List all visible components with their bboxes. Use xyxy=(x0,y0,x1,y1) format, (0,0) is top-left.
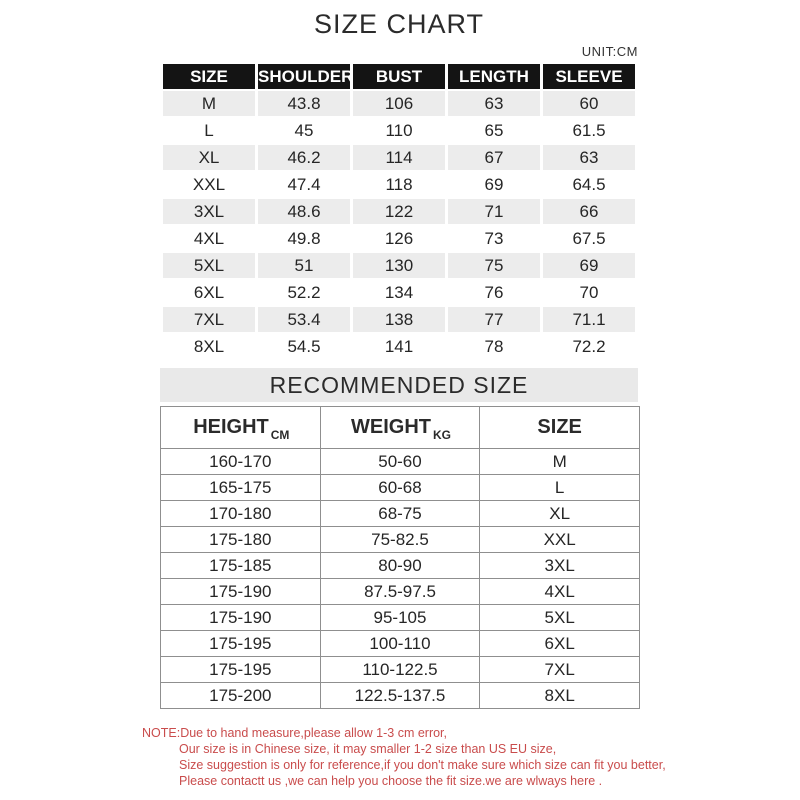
shoulder-cell: 47.4 xyxy=(258,172,350,197)
height-cell: 165-175 xyxy=(161,475,321,501)
table-row xyxy=(161,501,640,527)
table-row xyxy=(161,605,640,631)
bust-cell: 138 xyxy=(353,307,445,332)
height-cell: 175-200 xyxy=(161,683,321,709)
sleeve-cell: 60 xyxy=(543,91,635,116)
recommended-size-heading: RECOMMENDED SIZE xyxy=(160,368,638,402)
size-cell: L xyxy=(163,118,255,143)
size-cell: 5XL xyxy=(163,253,255,278)
shoulder-cell: 52.2 xyxy=(258,280,350,305)
sleeve-cell: 66 xyxy=(543,199,635,224)
length-cell: 63 xyxy=(448,91,540,116)
height-cell: 175-185 xyxy=(161,553,321,579)
size-table xyxy=(160,62,638,361)
length-cell: 65 xyxy=(448,118,540,143)
page-title: SIZE CHART xyxy=(313,9,485,39)
table-row xyxy=(161,657,640,683)
size-cell: M xyxy=(163,91,255,116)
table-row xyxy=(163,334,635,359)
col-header-sleeve: SLEEVE xyxy=(543,64,635,89)
height-cell: 175-190 xyxy=(161,579,321,605)
weight-cell: 110-122.5 xyxy=(320,657,480,683)
table-row xyxy=(163,145,635,170)
size-cell: 4XL xyxy=(163,226,255,251)
note-line: Please contactt us ,we can help you choose the fit size.we are wlways here . xyxy=(179,774,603,788)
length-cell: 78 xyxy=(448,334,540,359)
table-row xyxy=(161,475,640,501)
note-block xyxy=(142,725,800,789)
table-row xyxy=(163,253,635,278)
height-unit-label: CM xyxy=(270,428,290,442)
sleeve-cell: 71.1 xyxy=(543,307,635,332)
length-cell: 73 xyxy=(448,226,540,251)
size-cell: XXL xyxy=(163,172,255,197)
length-cell: 67 xyxy=(448,145,540,170)
length-cell: 69 xyxy=(448,172,540,197)
sleeve-cell: 64.5 xyxy=(543,172,635,197)
sleeve-cell: 67.5 xyxy=(543,226,635,251)
shoulder-cell: 43.8 xyxy=(258,91,350,116)
table-row xyxy=(163,118,635,143)
size-cell: 5XL xyxy=(480,605,640,631)
sleeve-cell: 70 xyxy=(543,280,635,305)
size-cell: L xyxy=(480,475,640,501)
weight-cell: 60-68 xyxy=(320,475,480,501)
table-row xyxy=(161,631,640,657)
size-cell: XL xyxy=(163,145,255,170)
table-row xyxy=(161,579,640,605)
note-line: Size suggestion is only for reference,if you don't make sure which size can fit you better, xyxy=(179,758,666,772)
sleeve-cell: 61.5 xyxy=(543,118,635,143)
height-cell: 175-180 xyxy=(161,527,321,553)
table-row xyxy=(161,449,640,475)
shoulder-cell: 46.2 xyxy=(258,145,350,170)
height-cell: 175-195 xyxy=(161,657,321,683)
size-cell: XXL xyxy=(480,527,640,553)
col-header-weight xyxy=(320,407,480,449)
col-header-size-label: SIZE xyxy=(537,416,582,438)
col-header-shoulder: SHOULDER xyxy=(258,64,350,89)
bust-cell: 110 xyxy=(353,118,445,143)
height-cell: 175-195 xyxy=(161,631,321,657)
weight-cell: 75-82.5 xyxy=(320,527,480,553)
bust-cell: 106 xyxy=(353,91,445,116)
bust-cell: 141 xyxy=(353,334,445,359)
recommended-size-table xyxy=(160,406,640,709)
sleeve-cell: 63 xyxy=(543,145,635,170)
bust-cell: 134 xyxy=(353,280,445,305)
table-row xyxy=(161,527,640,553)
col-header-height xyxy=(161,407,321,449)
recommended-table-body xyxy=(161,449,640,709)
size-cell: 7XL xyxy=(163,307,255,332)
height-cell: 170-180 xyxy=(161,501,321,527)
size-cell: 3XL xyxy=(163,199,255,224)
weight-cell: 80-90 xyxy=(320,553,480,579)
weight-unit-label: KG xyxy=(432,428,451,442)
table-row xyxy=(163,307,635,332)
shoulder-cell: 53.4 xyxy=(258,307,350,332)
col-header-height-label: HEIGHT xyxy=(193,416,269,438)
sleeve-cell: 69 xyxy=(543,253,635,278)
length-cell: 71 xyxy=(448,199,540,224)
size-cell: M xyxy=(480,449,640,475)
weight-cell: 50-60 xyxy=(320,449,480,475)
table-row xyxy=(163,280,635,305)
size-cell: 4XL xyxy=(480,579,640,605)
shoulder-cell: 48.6 xyxy=(258,199,350,224)
col-header-size: SIZE xyxy=(163,64,255,89)
note-line: NOTE:Due to hand measure,please allow 1-3 cm error, xyxy=(142,726,447,740)
height-cell: 160-170 xyxy=(161,449,321,475)
size-table-body xyxy=(163,91,635,359)
size-cell: 7XL xyxy=(480,657,640,683)
weight-cell: 87.5-97.5 xyxy=(320,579,480,605)
length-cell: 75 xyxy=(448,253,540,278)
col-header-length: LENGTH xyxy=(448,64,540,89)
table-row xyxy=(161,683,640,709)
bust-cell: 122 xyxy=(353,199,445,224)
size-cell: 8XL xyxy=(163,334,255,359)
sleeve-cell: 72.2 xyxy=(543,334,635,359)
bust-cell: 118 xyxy=(353,172,445,197)
unit-label: UNIT:CM xyxy=(581,44,638,59)
length-cell: 76 xyxy=(448,280,540,305)
size-cell: 6XL xyxy=(163,280,255,305)
table-row xyxy=(161,553,640,579)
bust-cell: 130 xyxy=(353,253,445,278)
size-cell: 3XL xyxy=(480,553,640,579)
table-row xyxy=(163,226,635,251)
header-row xyxy=(163,64,635,89)
note-line: Our size is in Chinese size, it may smaller 1-2 size than US EU size, xyxy=(179,742,557,756)
size-cell: 6XL xyxy=(480,631,640,657)
table-row xyxy=(163,172,635,197)
header-row xyxy=(161,407,640,449)
weight-cell: 95-105 xyxy=(320,605,480,631)
shoulder-cell: 54.5 xyxy=(258,334,350,359)
size-cell: XL xyxy=(480,501,640,527)
weight-cell: 100-110 xyxy=(320,631,480,657)
weight-cell: 68-75 xyxy=(320,501,480,527)
bust-cell: 126 xyxy=(353,226,445,251)
weight-cell: 122.5-137.5 xyxy=(320,683,480,709)
shoulder-cell: 51 xyxy=(258,253,350,278)
shoulder-cell: 49.8 xyxy=(258,226,350,251)
table-row xyxy=(163,199,635,224)
table-row xyxy=(163,91,635,116)
shoulder-cell: 45 xyxy=(258,118,350,143)
col-header-size xyxy=(480,407,640,449)
col-header-bust: BUST xyxy=(353,64,445,89)
bust-cell: 114 xyxy=(353,145,445,170)
length-cell: 77 xyxy=(448,307,540,332)
height-cell: 175-190 xyxy=(161,605,321,631)
size-table-header xyxy=(163,64,635,89)
size-cell: 8XL xyxy=(480,683,640,709)
col-header-weight-label: WEIGHT xyxy=(350,416,431,438)
recommended-table-header xyxy=(161,407,640,449)
